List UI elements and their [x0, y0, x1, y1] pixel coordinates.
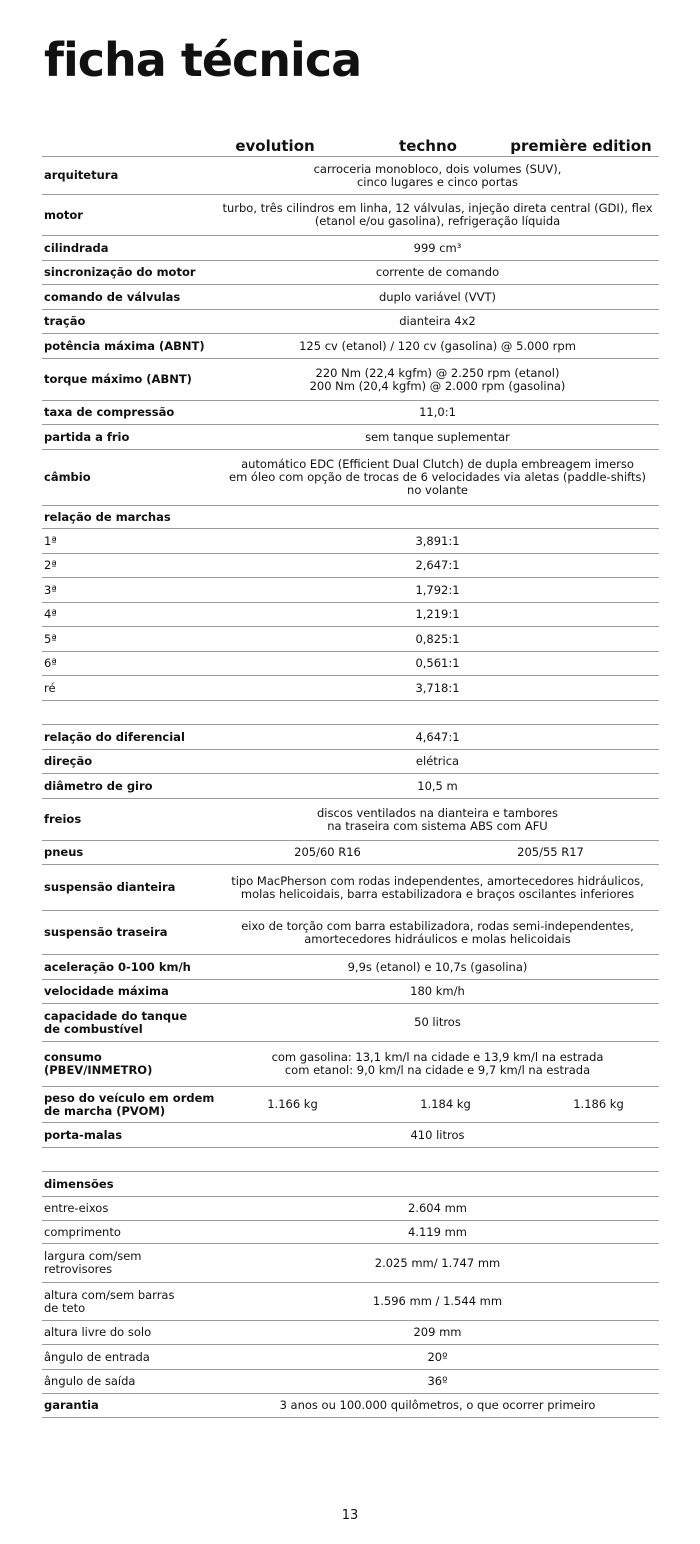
spec-label: câmbio [44, 470, 91, 484]
spec-value: 180 km/h [410, 984, 465, 998]
spec-value: 0,561:1 [415, 656, 460, 670]
spec-value: 1.184 kg [420, 1097, 471, 1111]
spec-value: automático EDC (Efficient Dual Clutch) de dupla embreagem imerso em óleo com opção de trocas de 6 velocidades via aletas (paddle-shifts) no volante [229, 457, 646, 497]
spec-value: 205/60 R16 [294, 845, 361, 859]
spec-value: 4,647:1 [415, 729, 460, 744]
spec-value: 1,219:1 [415, 607, 460, 621]
page-title: ficha técnica [44, 33, 362, 87]
spec-label: pneus [44, 845, 84, 859]
spec-label: direção [44, 754, 93, 768]
spec-value: 2,647:1 [415, 558, 460, 572]
spec-label: diâmetro de giro [44, 778, 153, 793]
spec-label: consumo (PBEV/INMETRO) [44, 1050, 153, 1077]
spec-row [42, 626, 659, 651]
spec-row [42, 333, 659, 358]
spec-row [42, 358, 659, 400]
spec-row [42, 910, 659, 954]
spec-label: relação de marchas [44, 509, 171, 524]
spec-value: corrente de comando [375, 265, 500, 279]
spec-table [42, 156, 659, 1418]
spec-label: motor [44, 207, 83, 222]
spec-row [42, 1147, 659, 1171]
spec-value: eixo de torção com barra estabilizadora, rodas semi-independentes, amortecedores hidráulicos e molas helicoidais [241, 918, 634, 946]
spec-row [42, 400, 659, 424]
spec-values [216, 1098, 675, 1111]
spec-value: com gasolina: 13,1 km/l na cidade e 13,9 km/l na estrada com etanol: 9,0 km/l na cidade e 9,7 km/l na estrada [271, 1050, 604, 1077]
spec-value: tipo MacPherson com rodas independentes, amortecedores hidráulicos, molas helicoidais, barra estabilizadora e braços oscilantes inferiores [231, 873, 644, 901]
spec-label: porta-malas [44, 1127, 123, 1142]
spec-row [42, 1220, 659, 1243]
page-number: 13 [341, 1508, 359, 1523]
spec-row [42, 651, 659, 675]
spec-row [42, 1344, 659, 1369]
spec-value: 125 cv (etanol) / 120 cv (gasolina) @ 5.000 rpm [299, 338, 576, 353]
spec-label: suspensão traseira [44, 925, 168, 939]
spec-value: 209 mm [413, 1325, 462, 1339]
spec-value: 2.025 mm/ 1.747 mm [374, 1255, 501, 1270]
spec-row [42, 602, 659, 626]
spec-row [42, 700, 659, 724]
spec-value: 3 anos ou 100.000 quilômetros, o que ocorrer primeiro [279, 1398, 596, 1412]
spec-value: 2.604 mm [408, 1201, 467, 1215]
spec-row [42, 1393, 659, 1418]
spec-row [42, 1369, 659, 1393]
spec-row [42, 864, 659, 910]
spec-label: velocidade máxima [44, 984, 169, 998]
spec-value: 410 litros [410, 1127, 465, 1142]
spec-row [42, 449, 659, 505]
spec-label: ré [44, 680, 56, 695]
spec-value: 0,825:1 [415, 631, 460, 646]
spec-row [42, 979, 659, 1003]
spec-row [42, 1196, 659, 1220]
spec-label: dimensões [44, 1176, 114, 1191]
spec-label: 4ª [44, 607, 57, 621]
spec-value: sem tanque suplementar [365, 429, 510, 444]
spec-row [42, 424, 659, 449]
spec-label: potência máxima (ABNT) [44, 338, 205, 353]
spec-value: duplo variável (VVT) [378, 289, 497, 304]
spec-label: ângulo de saída [44, 1374, 136, 1388]
spec-row [42, 505, 659, 528]
spec-label: partida a frio [44, 429, 130, 444]
spec-value: 50 litros [414, 1015, 461, 1029]
spec-row [42, 798, 659, 840]
spec-row [42, 724, 659, 749]
column-header-premiere-edition: première edition [510, 137, 652, 155]
column-header-techno: techno [399, 137, 457, 155]
spec-label: suspensão dianteira [44, 880, 176, 894]
spec-label: cilindrada [44, 240, 109, 255]
spec-label: 5ª [44, 631, 57, 646]
spec-label: 2ª [44, 558, 57, 572]
spec-label: altura com/sem barras de teto [44, 1287, 175, 1315]
spec-row [42, 954, 659, 979]
spec-label: sincronização do motor [44, 265, 196, 279]
spec-row [42, 1243, 659, 1282]
spec-value: 4.119 mm [408, 1224, 467, 1239]
spec-row [42, 773, 659, 798]
spec-label: garantia [44, 1398, 99, 1412]
spec-row [42, 577, 659, 602]
spec-row [42, 1282, 659, 1320]
spec-row [42, 194, 659, 235]
spec-value: 3,891:1 [415, 533, 460, 548]
spec-label: aceleração 0-100 km/h [44, 959, 191, 974]
spec-values [216, 846, 662, 859]
spec-value: 36º [427, 1374, 448, 1388]
spec-row [42, 156, 659, 194]
spec-row [42, 1320, 659, 1344]
column-header-evolution: evolution [235, 137, 315, 155]
spec-label: capacidade do tanque de combustível [44, 1008, 188, 1036]
spec-label: freios [44, 812, 82, 826]
spec-label: taxa de compressão [44, 405, 175, 419]
spec-label: ângulo de entrada [44, 1349, 150, 1364]
spec-value: 1.166 kg [267, 1097, 318, 1111]
spec-value: 11,0:1 [419, 405, 456, 419]
spec-row [42, 284, 659, 309]
spec-label: relação do diferencial [44, 729, 185, 744]
spec-value: 1.596 mm / 1.544 mm [372, 1294, 503, 1308]
spec-label: 6ª [44, 656, 57, 670]
spec-row [42, 309, 659, 333]
spec-label: altura livre do solo [44, 1325, 152, 1339]
spec-label: comando de válvulas [44, 289, 181, 304]
spec-label: comprimento [44, 1224, 121, 1239]
spec-value: 20º [427, 1349, 448, 1364]
spec-value: 999 cm³ [413, 240, 462, 255]
spec-value: 9,9s (etanol) e 10,7s (gasolina) [347, 959, 528, 974]
spec-value: dianteira 4x2 [399, 314, 476, 328]
spec-label: peso do veículo em ordem de marcha (PVOM) [44, 1090, 215, 1118]
spec-label: entre-eixos [44, 1201, 109, 1215]
spec-row [42, 1122, 659, 1147]
spec-value: carroceria monobloco, dois volumes (SUV), cinco lugares e cinco portas [313, 161, 562, 189]
spec-value: turbo, três cilindros em linha, 12 válvulas, injeção direta central (GDI), flex (etanol e/ou gasolina), refrigeração líquida [222, 201, 653, 228]
spec-label: 1ª [44, 533, 57, 548]
spec-value: 1,792:1 [415, 582, 460, 597]
spec-row [42, 553, 659, 577]
spec-row [42, 260, 659, 284]
spec-value: elétrica [415, 754, 460, 768]
spec-label: tração [44, 314, 86, 328]
spec-value: 220 Nm (22,4 kgfm) @ 2.250 rpm (etanol) 200 Nm (20,4 kgfm) @ 2.000 rpm (gasolina) [309, 365, 566, 393]
spec-label: arquitetura [44, 168, 119, 182]
spec-label: 3ª [44, 582, 57, 597]
spec-value: 10,5 m [417, 778, 458, 793]
spec-row [42, 1003, 659, 1041]
spec-row [42, 840, 659, 864]
spec-value: discos ventilados na dianteira e tambores na traseira com sistema ABS com AFU [317, 805, 558, 833]
spec-value: 1.186 kg [573, 1097, 624, 1111]
spec-row [42, 1041, 659, 1086]
spec-value: 205/55 R17 [517, 845, 584, 859]
spec-row [42, 1086, 659, 1122]
spec-value: 3,718:1 [415, 680, 460, 695]
spec-label: largura com/sem retrovisores [44, 1249, 142, 1276]
spec-row [42, 235, 659, 260]
spec-row [42, 675, 659, 700]
spec-row [42, 749, 659, 773]
spec-row [42, 528, 659, 553]
spec-row [42, 1171, 659, 1196]
column-headers [0, 136, 700, 156]
spec-label: torque máximo (ABNT) [44, 372, 192, 386]
